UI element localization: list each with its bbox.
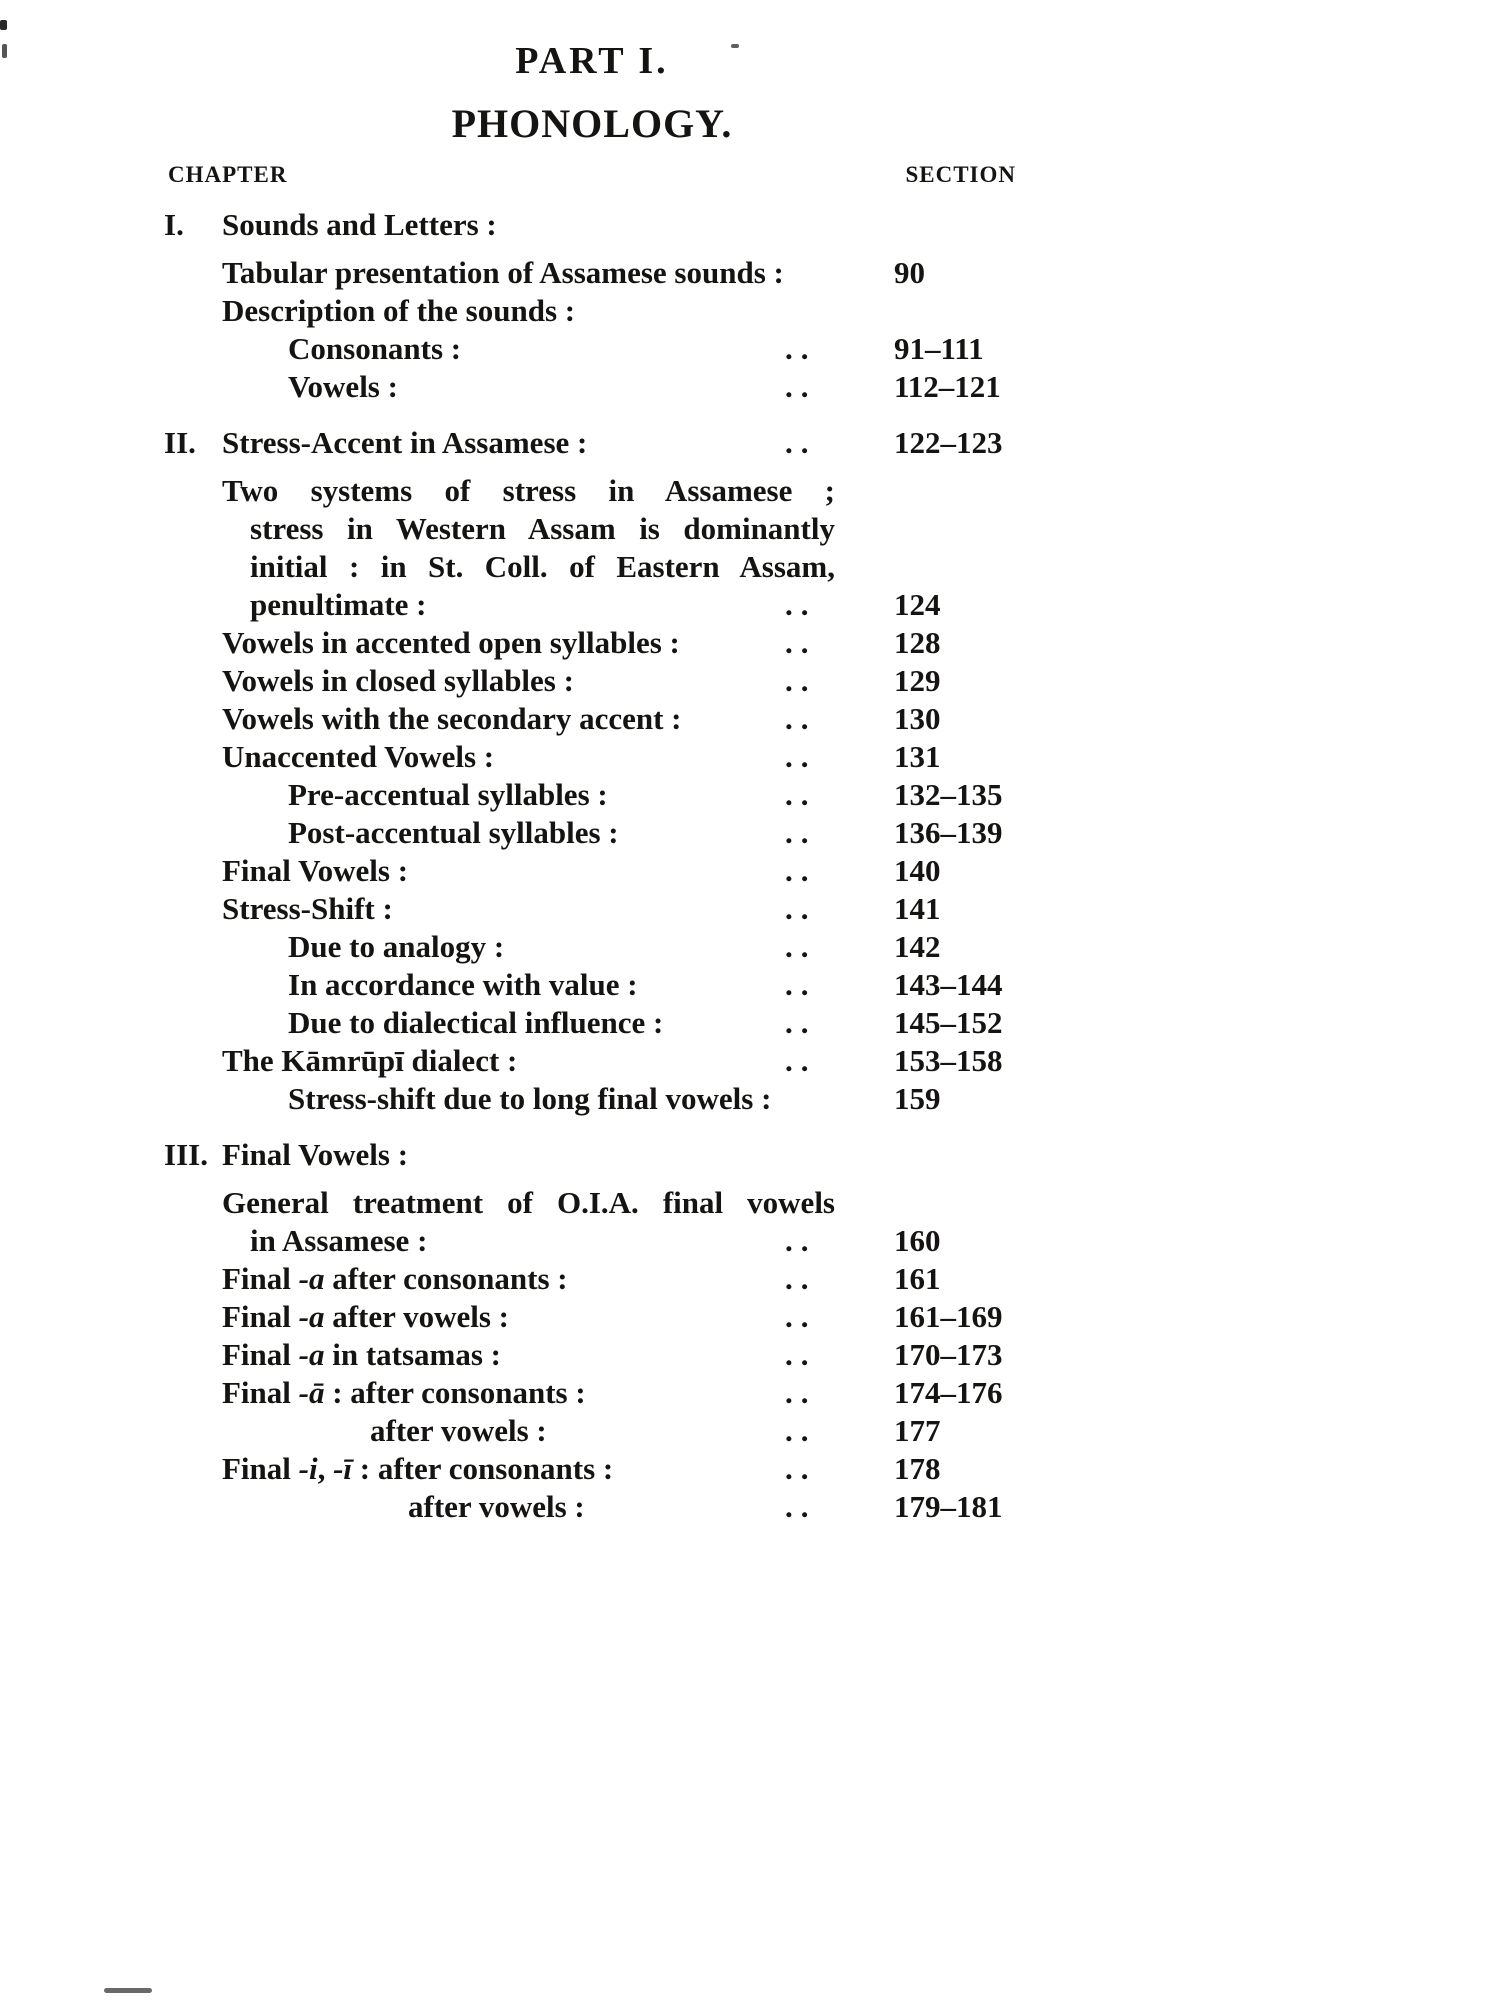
leader-dots: .. (785, 701, 817, 736)
toc-row (168, 368, 1016, 406)
leader-dots: .. (785, 929, 817, 964)
toc-row (168, 292, 1016, 330)
entry-label: Consonants : (288, 331, 462, 366)
section-number: 174–176 (894, 1375, 1003, 1410)
section-number: 90 (894, 255, 925, 290)
entry-label: Due to analogy : (288, 929, 505, 964)
chapter-column-header: CHAPTER (168, 162, 288, 187)
section-number: 179–181 (894, 1489, 1003, 1524)
toc-row (168, 510, 1016, 548)
leader-dots: .. (785, 967, 817, 1002)
section-number: 129 (894, 663, 941, 698)
leader-dots: .. (785, 1451, 817, 1486)
leader-dots: .. (785, 331, 817, 366)
leader-dots: .. (785, 1299, 817, 1334)
toc-row (168, 738, 1016, 776)
toc-row (168, 928, 1016, 966)
entry-label: Vowels in closed syllables : (222, 663, 574, 698)
section-number: 130 (894, 701, 941, 736)
section-number: 170–173 (894, 1337, 1003, 1372)
toc-row (168, 586, 1016, 624)
leader-dots: .. (785, 1337, 817, 1372)
leader-dots: .. (785, 1375, 817, 1410)
toc-row (168, 852, 1016, 890)
entry-label: Final -a after vowels : (222, 1299, 509, 1334)
subject-title: PHONOLOGY. (451, 101, 733, 146)
entry-label: Due to dialectical influence : (288, 1005, 664, 1040)
toc-row (168, 1450, 1016, 1488)
section-number: 177 (894, 1413, 941, 1448)
toc-row (168, 1412, 1016, 1450)
section-number: 131 (894, 739, 941, 774)
entry-label: Post-accentual syllables : (288, 815, 619, 850)
leader-dots: .. (785, 625, 817, 660)
section-number: 128 (894, 625, 941, 660)
entry-label: Final -a in tatsamas : (222, 1337, 502, 1372)
section-number: 122–123 (894, 425, 1003, 460)
scan-artifact (2, 44, 7, 58)
leader-dots: .. (785, 1005, 817, 1040)
leader-dots: .. (785, 815, 817, 850)
entry-label: Stress-Accent in Assamese : (222, 425, 588, 460)
section-number: 178 (894, 1451, 941, 1486)
leader-dots: .. (785, 1413, 817, 1448)
chapter-row (164, 206, 1016, 244)
entry-label: Two systems of stress in Assamese ; (222, 473, 835, 508)
entry-label: Tabular presentation of Assamese sounds : (222, 255, 784, 290)
leader-dots: .. (785, 853, 817, 888)
entry-label: penultimate : (250, 587, 427, 622)
entry-label: Vowels : (288, 369, 398, 404)
toc-row (168, 472, 1016, 510)
entry-label: In accordance with value : (288, 967, 638, 1002)
leader-dots: .. (785, 777, 817, 812)
chapter-numeral: III. (164, 1137, 208, 1172)
section-number: 112–121 (894, 369, 1001, 404)
section-number: 142 (894, 929, 941, 964)
entry-label: The Kāmrūpī dialect : (222, 1043, 518, 1078)
leader-dots: .. (785, 1223, 817, 1258)
entry-label: stress in Western Assam is dominantly (250, 511, 835, 546)
toc-row (168, 1374, 1016, 1412)
entry-label: Pre-accentual syllables : (288, 777, 608, 812)
entry-label: after vowels : (408, 1489, 585, 1524)
chapter-numeral: I. (164, 207, 184, 242)
entry-label: in Assamese : (250, 1223, 428, 1258)
part-title: PART I. (515, 40, 669, 82)
entry-label: Stress-Shift : (222, 891, 393, 926)
toc-row (168, 1260, 1016, 1298)
section-number: 124 (894, 587, 941, 622)
leader-dots: .. (785, 1261, 817, 1296)
leader-dots: .. (785, 891, 817, 926)
section-number: 161–169 (894, 1299, 1003, 1334)
entry-label: Sounds and Letters : (222, 207, 497, 242)
section-number: 140 (894, 853, 941, 888)
section-number: 160 (894, 1223, 941, 1258)
toc-row (168, 890, 1016, 928)
chapter-numeral: II. (164, 425, 196, 460)
toc-row (168, 1184, 1016, 1222)
entry-label: Vowels in accented open syllables : (222, 625, 680, 660)
chapter-row (164, 1136, 1016, 1174)
entry-label: Final -a after consonants : (222, 1261, 568, 1296)
toc-row (168, 662, 1016, 700)
section-number: 132–135 (894, 777, 1003, 812)
chapter-row (164, 424, 1016, 462)
toc-row (168, 548, 1016, 586)
entry-label: Final Vowels : (222, 853, 409, 888)
toc-row (168, 330, 1016, 368)
toc-row (168, 1336, 1016, 1374)
page-content (164, 40, 1016, 1526)
entry-label: Final -ā : after consonants : (222, 1375, 586, 1410)
leader-dots: .. (785, 425, 817, 460)
toc-row (168, 254, 1016, 292)
toc-row (168, 776, 1016, 814)
scan-artifact (0, 20, 7, 30)
toc-row (168, 814, 1016, 852)
section-number: 141 (894, 891, 941, 926)
leader-dots: .. (785, 369, 817, 404)
toc-row (168, 1488, 1016, 1526)
section-number: 143–144 (894, 967, 1003, 1002)
section-number: 161 (894, 1261, 941, 1296)
section-number: 159 (894, 1081, 941, 1116)
toc-row (168, 966, 1016, 1004)
toc-row (168, 1004, 1016, 1042)
toc-row (168, 700, 1016, 738)
section-number: 136–139 (894, 815, 1003, 850)
column-headers (168, 162, 1016, 188)
section-number: 145–152 (894, 1005, 1003, 1040)
toc-row (168, 1298, 1016, 1336)
toc-rows (164, 206, 1016, 1526)
scan-artifact (104, 1988, 152, 1993)
toc-row (168, 1222, 1016, 1260)
section-number: 153–158 (894, 1043, 1003, 1078)
section-column-header: SECTION (905, 162, 1016, 187)
leader-dots: .. (785, 1043, 817, 1078)
section-number: 91–111 (894, 331, 984, 366)
leader-dots: .. (785, 663, 817, 698)
entry-label: initial : in St. Coll. of Eastern Assam, (250, 549, 835, 584)
leader-dots: .. (785, 739, 817, 774)
toc-row (168, 1080, 1016, 1118)
toc-row (168, 1042, 1016, 1080)
entry-label: after vowels : (370, 1413, 547, 1448)
entry-label: General treatment of O.I.A. final vowels (222, 1185, 835, 1220)
entry-label: Final -i, -ī : after consonants : (222, 1451, 614, 1486)
entry-label: Final Vowels : (222, 1137, 409, 1172)
toc-row (168, 624, 1016, 662)
entry-label: Stress-shift due to long final vowels : (288, 1081, 772, 1116)
leader-dots: .. (785, 1489, 817, 1524)
entry-label: Description of the sounds : (222, 293, 576, 328)
entry-label: Unaccented Vowels : (222, 739, 495, 774)
leader-dots: .. (785, 587, 817, 622)
entry-label: Vowels with the secondary accent : (222, 701, 682, 736)
